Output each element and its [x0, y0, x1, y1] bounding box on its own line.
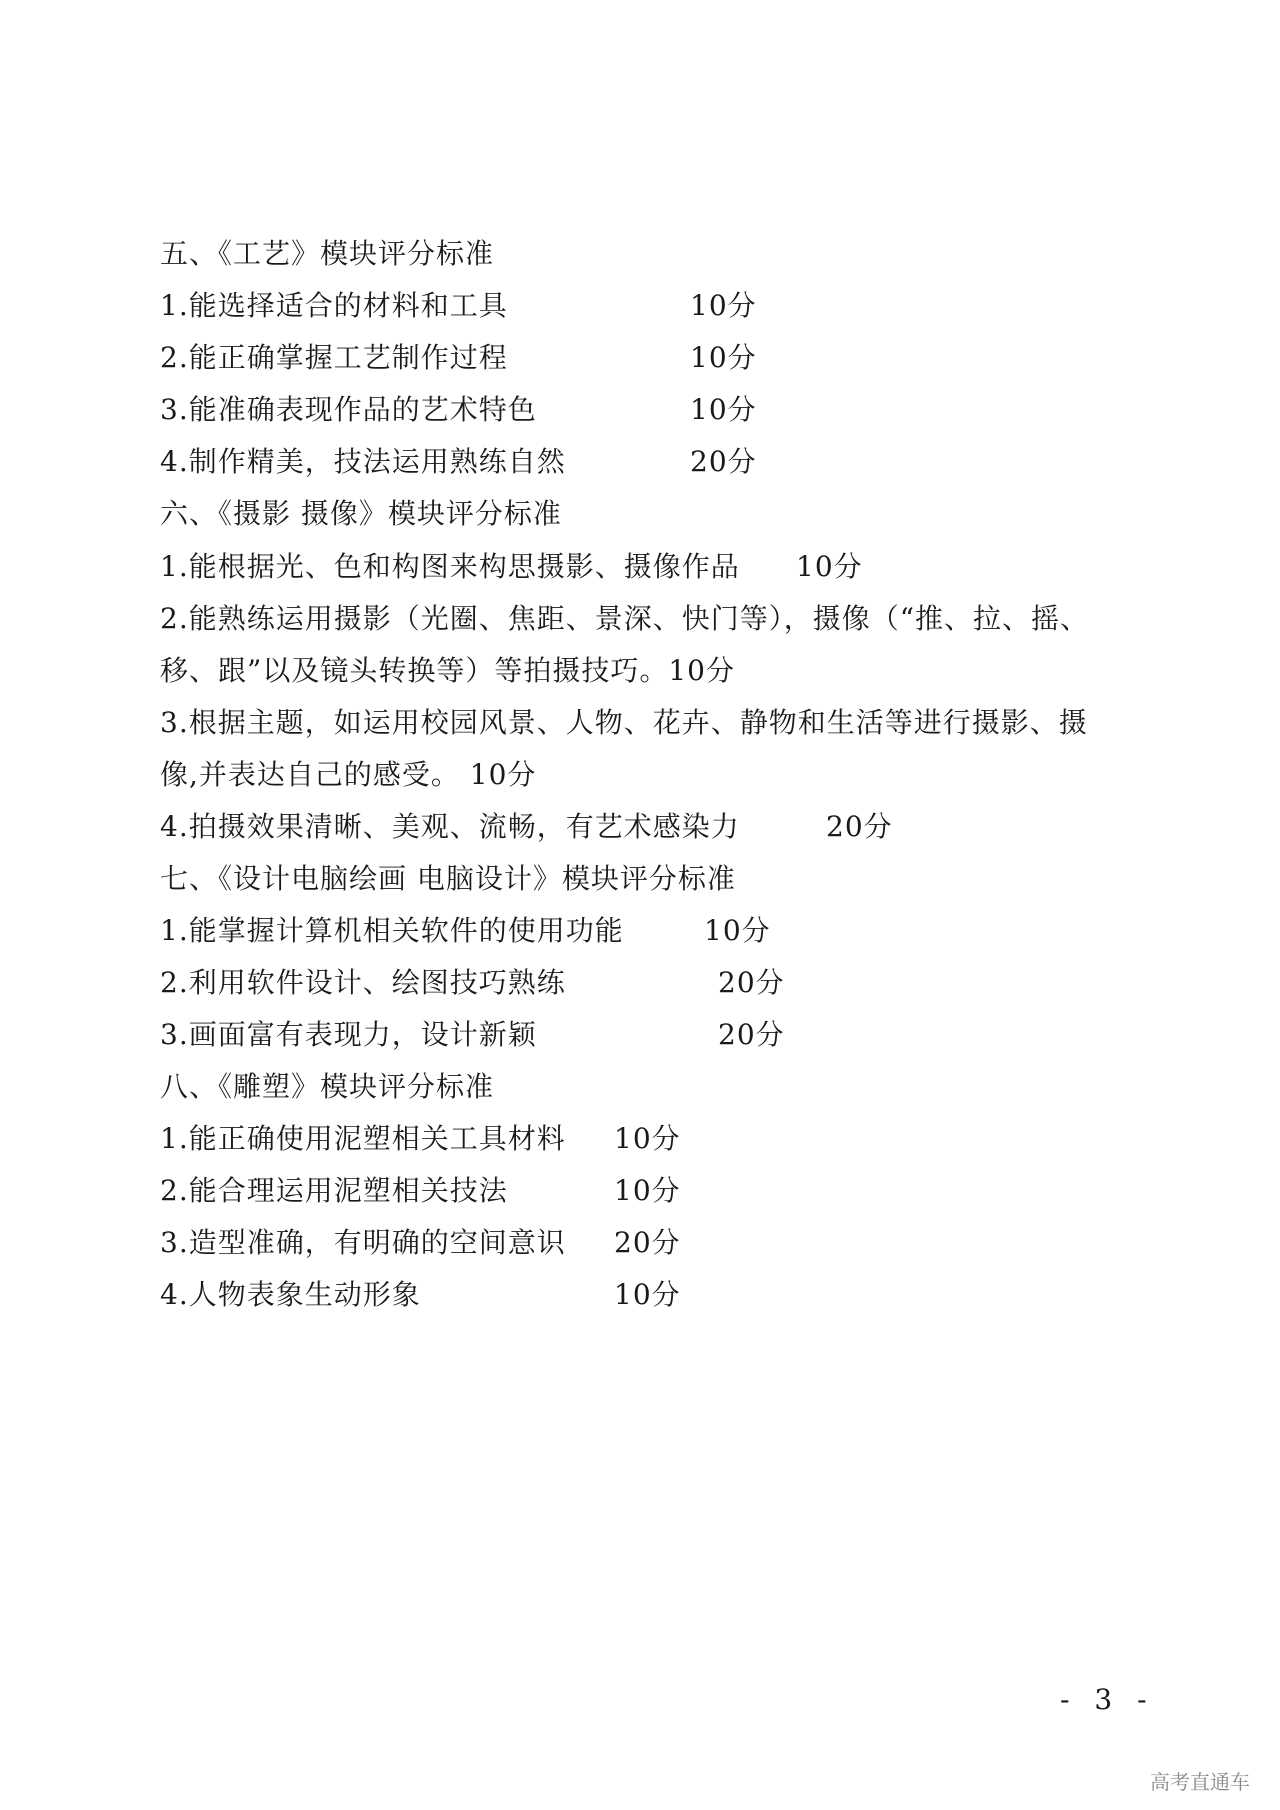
criterion-text: 4.制作精美，技法运用熟练自然 [160, 445, 566, 478]
criterion-text: 2.能熟练运用摄影（光圈、焦距、景深、快门等），摄像（“推、拉、摇、 [160, 602, 1090, 635]
criterion-score: 10分 [796, 550, 863, 583]
criterion-score: 20分 [690, 445, 757, 478]
criterion-text: 3.根据主题，如运用校园风景、人物、花卉、静物和生活等进行摄影、摄 [160, 706, 1088, 739]
section-heading-crafts: 五、《工艺》模块评分标准 [160, 237, 495, 270]
criterion-score: 20分 [718, 966, 785, 999]
criterion-score: 20分 [826, 810, 893, 843]
criterion-score: 10分 [690, 393, 757, 426]
criterion-text: 2.利用软件设计、绘图技巧熟练 [160, 966, 566, 999]
criterion-score: 10分 [690, 341, 757, 374]
criterion-text: 3.能准确表现作品的艺术特色 [160, 393, 537, 426]
section-heading-photography: 六、《摄影 摄像》模块评分标准 [160, 497, 562, 530]
criterion-score: 20分 [614, 1226, 681, 1259]
criterion-score: 10分 [614, 1174, 681, 1207]
criterion-text-continued: 移、跟”以及镜头转换等）等拍摄技巧。10分 [160, 654, 735, 687]
criterion-text: 3.造型准确，有明确的空间意识 [160, 1226, 566, 1259]
section-heading-sculpture: 八、《雕塑》模块评分标准 [160, 1070, 495, 1103]
criterion-score: 20分 [718, 1018, 785, 1051]
criterion-text: 2.能合理运用泥塑相关技法 [160, 1174, 508, 1207]
criterion-score: 10分 [614, 1278, 681, 1311]
page-number: - 3 - [1060, 1683, 1155, 1716]
criterion-text: 4.拍摄效果清晰、美观、流畅，有艺术感染力 [160, 810, 740, 843]
criterion-score: 10分 [614, 1122, 681, 1155]
criterion-text: 1.能正确使用泥塑相关工具材料 [160, 1122, 566, 1155]
criterion-text: 4.人物表象生动形象 [160, 1278, 421, 1311]
criterion-text: 2.能正确掌握工艺制作过程 [160, 341, 508, 374]
criterion-text: 1.能根据光、色和构图来构思摄影、摄像作品 [160, 550, 740, 583]
criterion-text: 1.能掌握计算机相关软件的使用功能 [160, 914, 624, 947]
criterion-score: 10分 [690, 289, 757, 322]
criterion-score: 10分 [704, 914, 771, 947]
watermark: 高考直通车 [1150, 1770, 1250, 1794]
criterion-text: 1.能选择适合的材料和工具 [160, 289, 508, 322]
section-heading-digital-design: 七、《设计电脑绘画 电脑设计》模块评分标准 [160, 862, 736, 895]
criterion-text: 3.画面富有表现力，设计新颖 [160, 1018, 537, 1051]
criterion-text-continued: 像,并表达自己的感受。 10分 [160, 758, 537, 791]
